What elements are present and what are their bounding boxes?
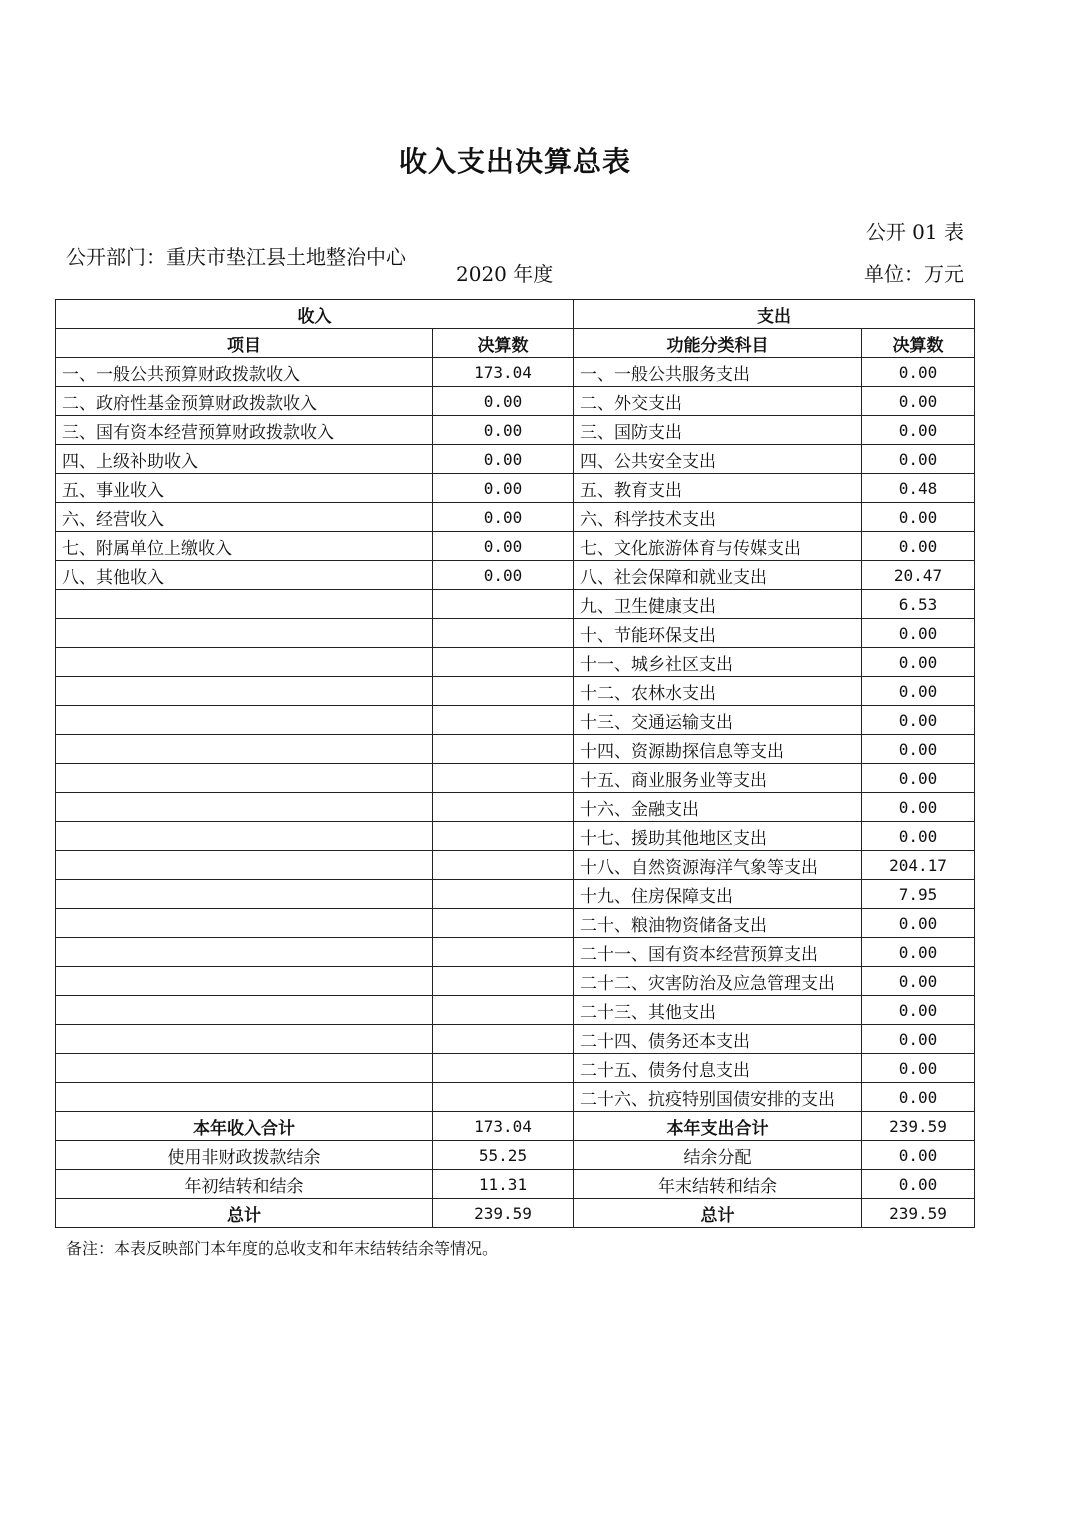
income-item: [56, 619, 433, 648]
table-row: [56, 416, 975, 445]
expense-item: 十一、城乡社区支出: [574, 648, 862, 677]
expense-amount: 0.00: [862, 1083, 975, 1112]
table-row: [56, 677, 975, 706]
income-item: [56, 764, 433, 793]
footnote: 备注：本表反映部门本年度的总收支和年末结转结余等情况。: [66, 1239, 499, 1258]
table-row: [56, 561, 975, 590]
table-row: [56, 387, 975, 416]
income-amount: [433, 590, 574, 619]
department-label: 公开部门：重庆市垫江县土地整治中心: [66, 245, 406, 269]
expense-item: 五、教育支出: [574, 474, 862, 503]
expense-amount: 20.47: [862, 561, 975, 590]
income-amount: [433, 677, 574, 706]
income-item: 八、其他收入: [56, 561, 433, 590]
summary-row: [56, 1199, 975, 1228]
expense-item: 二十三、其他支出: [574, 996, 862, 1025]
table-row: [56, 851, 975, 880]
expense-item: 十二、农林水支出: [574, 677, 862, 706]
income-item: [56, 677, 433, 706]
summary-row: [56, 1170, 975, 1199]
income-amount: [433, 851, 574, 880]
table-row: [56, 1025, 975, 1054]
table-row: [56, 822, 975, 851]
expense-item: 十四、资源勘探信息等支出: [574, 735, 862, 764]
expense-amount-column-header: 决算数: [862, 329, 975, 358]
summary-income-amount: 11.31: [433, 1170, 574, 1199]
expense-item: 二十六、抗疫特别国债安排的支出: [574, 1083, 862, 1112]
income-expense-table: [55, 299, 975, 1228]
expense-item: 十九、住房保障支出: [574, 880, 862, 909]
income-item: 四、上级补助收入: [56, 445, 433, 474]
income-amount: [433, 938, 574, 967]
income-amount: [433, 822, 574, 851]
expense-amount: 0.00: [862, 1054, 975, 1083]
income-item: [56, 706, 433, 735]
summary-income-label: 本年收入合计: [56, 1112, 433, 1141]
table-row: [56, 706, 975, 735]
table-row: [56, 358, 975, 387]
table-row: [56, 1054, 975, 1083]
summary-expense-amount: 239.59: [862, 1112, 975, 1141]
table-row: [56, 880, 975, 909]
summary-expense-amount: 0.00: [862, 1170, 975, 1199]
expense-item: 六、科学技术支出: [574, 503, 862, 532]
expense-item: 十五、商业服务业等支出: [574, 764, 862, 793]
expense-amount: 0.00: [862, 445, 975, 474]
income-item: 六、经营收入: [56, 503, 433, 532]
table-row: [56, 619, 975, 648]
unit-label: 单位：万元: [864, 262, 964, 286]
expense-item: 二十、粮油物资储备支出: [574, 909, 862, 938]
summary-income-amount: 173.04: [433, 1112, 574, 1141]
summary-income-label: 使用非财政拨款结余: [56, 1141, 433, 1170]
income-amount: [433, 648, 574, 677]
expense-amount: 7.95: [862, 880, 975, 909]
income-item: [56, 909, 433, 938]
expense-section-header: 支出: [574, 300, 975, 329]
expense-amount: 0.00: [862, 1025, 975, 1054]
summary-row: [56, 1141, 975, 1170]
table-row: [56, 793, 975, 822]
expense-item: 十六、金融支出: [574, 793, 862, 822]
expense-item: 四、公共安全支出: [574, 445, 862, 474]
expense-item: 二十四、债务还本支出: [574, 1025, 862, 1054]
income-amount: [433, 880, 574, 909]
page-title: 收入支出决算总表: [398, 145, 631, 178]
section-header-row: [56, 300, 975, 329]
income-item: [56, 1025, 433, 1054]
income-amount: [433, 1054, 574, 1083]
table-row: [56, 590, 975, 619]
income-item: 一、一般公共预算财政拨款收入: [56, 358, 433, 387]
summary-income-amount: 239.59: [433, 1199, 574, 1228]
income-item: [56, 938, 433, 967]
expense-amount: 0.00: [862, 387, 975, 416]
income-amount: [433, 764, 574, 793]
expense-item: 二十五、债务付息支出: [574, 1054, 862, 1083]
expense-item: 七、文化旅游体育与传媒支出: [574, 532, 862, 561]
income-item: [56, 1083, 433, 1112]
summary-expense-label: 本年支出合计: [574, 1112, 862, 1141]
income-amount: [433, 1083, 574, 1112]
expense-item: 二十一、国有资本经营预算支出: [574, 938, 862, 967]
income-item: [56, 880, 433, 909]
income-amount: [433, 967, 574, 996]
income-item: [56, 822, 433, 851]
expense-amount: 0.48: [862, 474, 975, 503]
table-row: [56, 735, 975, 764]
expense-item: 三、国防支出: [574, 416, 862, 445]
expense-item: 十七、援助其他地区支出: [574, 822, 862, 851]
table-row: [56, 648, 975, 677]
table-row: [56, 1083, 975, 1112]
expense-amount: 0.00: [862, 648, 975, 677]
summary-expense-amount: 239.59: [862, 1199, 975, 1228]
expense-amount: 0.00: [862, 677, 975, 706]
summary-expense-label: 年末结转和结余: [574, 1170, 862, 1199]
item-column-header: 项目: [56, 329, 433, 358]
income-item: 二、政府性基金预算财政拨款收入: [56, 387, 433, 416]
expense-amount: 0.00: [862, 619, 975, 648]
summary-row: [56, 1112, 975, 1141]
expense-amount: 0.00: [862, 358, 975, 387]
expense-amount: 0.00: [862, 967, 975, 996]
table-row: [56, 938, 975, 967]
expense-amount: 0.00: [862, 735, 975, 764]
income-amount: [433, 1025, 574, 1054]
table-row: [56, 445, 975, 474]
summary-expense-label: 总计: [574, 1199, 862, 1228]
income-item: 三、国有资本经营预算财政拨款收入: [56, 416, 433, 445]
function-item-column-header: 功能分类科目: [574, 329, 862, 358]
income-item: [56, 590, 433, 619]
summary-income-label: 总计: [56, 1199, 433, 1228]
summary-expense-amount: 0.00: [862, 1141, 975, 1170]
summary-income-amount: 55.25: [433, 1141, 574, 1170]
income-amount: 173.04: [433, 358, 574, 387]
expense-item: 十三、交通运输支出: [574, 706, 862, 735]
table-row: [56, 996, 975, 1025]
summary-income-label: 年初结转和结余: [56, 1170, 433, 1199]
fiscal-year: 2020 年度: [456, 262, 554, 286]
income-item: [56, 851, 433, 880]
table-row: [56, 474, 975, 503]
income-amount: [433, 909, 574, 938]
expense-item: 八、社会保障和就业支出: [574, 561, 862, 590]
income-amount: 0.00: [433, 532, 574, 561]
income-amount: [433, 996, 574, 1025]
income-amount: 0.00: [433, 416, 574, 445]
income-item: [56, 967, 433, 996]
income-item: [56, 1054, 433, 1083]
income-amount: 0.00: [433, 474, 574, 503]
expense-item: 二十二、灾害防治及应急管理支出: [574, 967, 862, 996]
amount-column-header: 决算数: [433, 329, 574, 358]
expense-amount: 0.00: [862, 909, 975, 938]
income-amount: [433, 793, 574, 822]
expense-amount: 6.53: [862, 590, 975, 619]
expense-amount: 204.17: [862, 851, 975, 880]
expense-item: 二、外交支出: [574, 387, 862, 416]
income-item: [56, 996, 433, 1025]
table-row: [56, 532, 975, 561]
expense-amount: 0.00: [862, 764, 975, 793]
table-row: [56, 909, 975, 938]
income-amount: [433, 735, 574, 764]
column-header-row: [56, 329, 975, 358]
income-item: [56, 735, 433, 764]
expense-amount: 0.00: [862, 416, 975, 445]
table-row: [56, 764, 975, 793]
expense-item: 十、节能环保支出: [574, 619, 862, 648]
income-amount: 0.00: [433, 561, 574, 590]
income-item: [56, 648, 433, 677]
table-row: [56, 503, 975, 532]
income-item: 五、事业收入: [56, 474, 433, 503]
income-item: 七、附属单位上缴收入: [56, 532, 433, 561]
expense-amount: 0.00: [862, 503, 975, 532]
income-item: [56, 793, 433, 822]
expense-amount: 0.00: [862, 996, 975, 1025]
expense-item: 一、一般公共服务支出: [574, 358, 862, 387]
summary-expense-label: 结余分配: [574, 1141, 862, 1170]
income-amount: 0.00: [433, 503, 574, 532]
income-amount: [433, 706, 574, 735]
expense-amount: 0.00: [862, 822, 975, 851]
income-amount: [433, 619, 574, 648]
income-amount: 0.00: [433, 387, 574, 416]
form-number: 公开 01 表: [865, 220, 964, 244]
table-row: [56, 967, 975, 996]
expense-amount: 0.00: [862, 793, 975, 822]
income-section-header: 收入: [56, 300, 574, 329]
expense-amount: 0.00: [862, 938, 975, 967]
expense-item: 十八、自然资源海洋气象等支出: [574, 851, 862, 880]
expense-amount: 0.00: [862, 532, 975, 561]
expense-item: 九、卫生健康支出: [574, 590, 862, 619]
expense-amount: 0.00: [862, 706, 975, 735]
income-amount: 0.00: [433, 445, 574, 474]
